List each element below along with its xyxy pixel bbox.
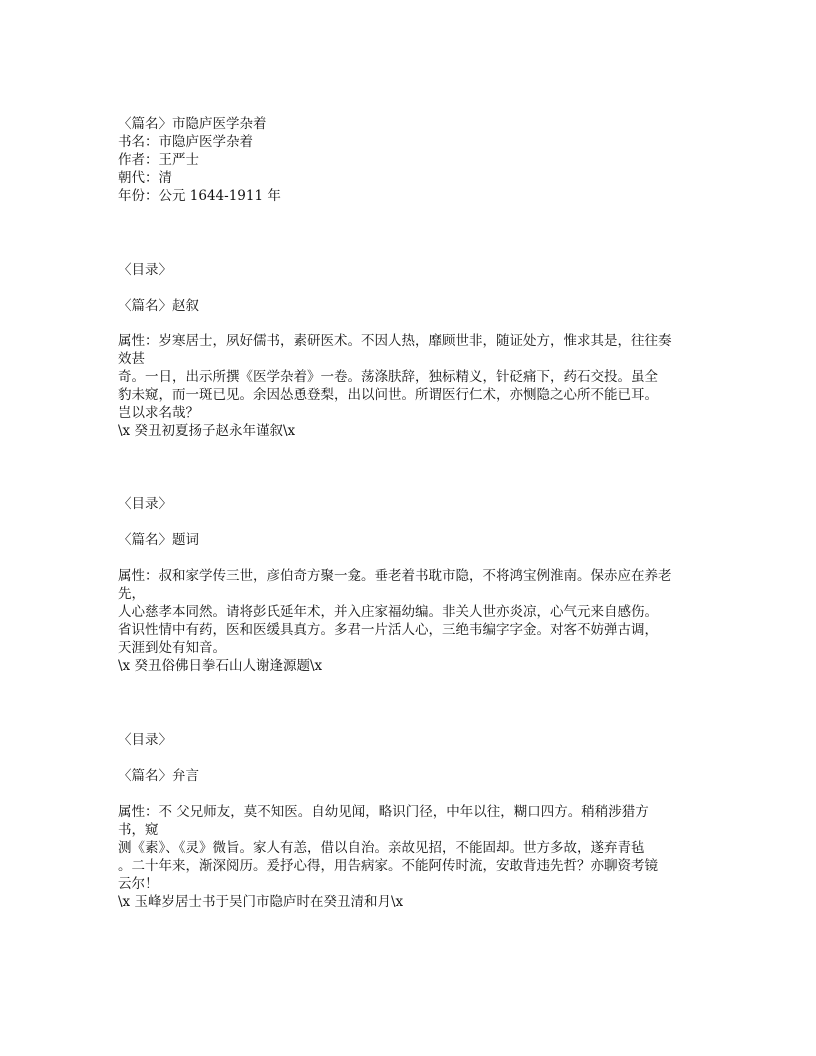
text-line: 奇。一日，出示所撰《医学杂着》一卷。荡涤肤辞，独标精义，针砭痛下，药石交投。虽全	[118, 369, 658, 385]
signature-line: \x 癸丑初夏扬子赵永年谨叙\x	[118, 423, 296, 439]
text-line: 天涯到处有知音。	[118, 640, 226, 656]
signature-line: \x 玉峰岁居士书于吴门市隐庐时在癸丑清和月\x	[118, 894, 404, 910]
text-line: 。二十年来，渐深阅历。爰抒心得，用告病家。不能阿传时流，安敢背违先哲？亦聊资考镜	[118, 858, 658, 874]
section-title: 〈篇名〉赵叙	[118, 298, 199, 314]
book-name: 书名：市隐庐医学杂着	[118, 134, 253, 150]
dynasty: 朝代：清	[118, 170, 172, 186]
toc-heading: 〈目录〉	[118, 732, 172, 748]
section-title: 〈篇名〉弁言	[118, 768, 199, 784]
text-line: 书，窥	[118, 822, 159, 838]
section-title: 〈篇名〉题词	[118, 532, 199, 548]
piece-name: 〈篇名〉市隐庐医学杂着	[118, 116, 267, 132]
toc-heading: 〈目录〉	[118, 262, 172, 278]
text-line: 属性：岁寒居士，夙好儒书，素研医术。不因人热，靡顾世非，随证处方，惟求其是，往往奏	[118, 333, 672, 349]
signature-line: \x 癸丑俗佛日拳石山人谢逢源题\x	[118, 658, 323, 674]
toc-heading: 〈目录〉	[118, 496, 172, 512]
text-line: 属性：不 父兄师友，莫不知医。自幼见闻，略识门径，中年以往，糊口四方。稍稍涉猎方	[118, 804, 649, 820]
text-line: 属性：叔和家学传三世，彦伯奇方聚一龛。垂老着书耽市隐，不将鸿宝例淮南。保赤应在养老	[118, 568, 672, 584]
text-line: 岂以求名哉？	[118, 405, 199, 421]
text-line: 人心慈孝本同然。请将彭氏延年术，并入庄家福幼编。非关人世亦炎凉，心气元来自感伤。	[118, 604, 658, 620]
text-line: 云尔！	[118, 876, 159, 892]
text-line: 测《素》、《灵》微旨。家人有恙，借以自治。亲故见招，不能固却。世方多故，遂弃青毡	[118, 840, 645, 856]
text-line: 豹未窥，而一斑已见。余因怂恿登梨，出以问世。所谓医行仁术，亦恻隐之心所不能已耳。	[118, 387, 658, 403]
years: 年份：公元 1644-1911 年	[118, 188, 281, 204]
text-line: 效甚	[118, 351, 145, 367]
text-line: 先，	[118, 586, 145, 602]
text-line: 省识性情中有药，医和医缓具真方。多君一片活人心，三绝韦编字字金。对客不妨弹古调，	[118, 622, 658, 638]
author: 作者：王严士	[118, 152, 199, 168]
